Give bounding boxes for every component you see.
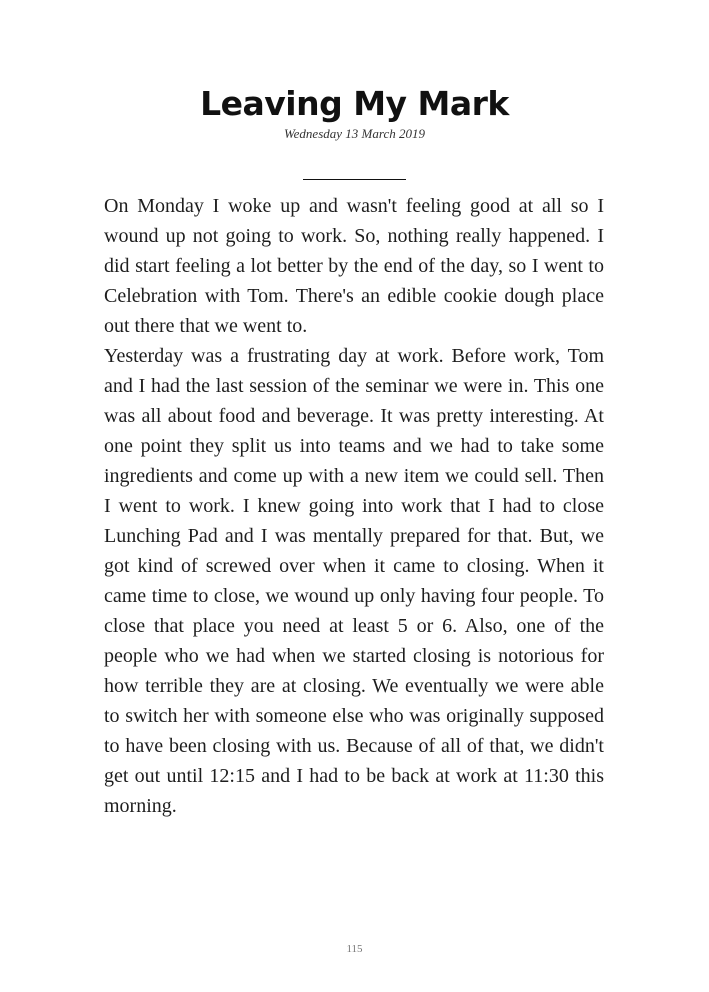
entry-date: Wednesday 13 March 2019 [284,126,425,141]
paragraph: Yesterday was a frustrating day at work. Before work, Tom and I had the last session of the seminar we were in. This one was all about food and beverage. It was pretty interesting. At one point they split us into teams and we had to take some ingredients and come up with a new item we could sell. Then I went to work. I knew going into work that I had to close Lunching Pad and I was mentally prepared for that. But, we got kind of screwed over when it came to closing. When it came time to close, we wound up only having four people. To close that place you need at least 5 or 6. Also, one of the people who we had when we started closing is notorious for how terrible they are at closing. We eventually we were able to switch her with someone else who was originally supposed to have been closing with us. Because of all of that, we didn't get out until 12:15 and I had to be back at work at 11:30 this morning. [104,345,604,817]
paragraph: On Monday I woke up and wasn't feeling good at all so I wound up not going to work. So, nothing really happened. I did start feeling a lot better by the end of the day, so I went to Celebration with Tom. There's an edible cookie dough place out there that we went to. [104,195,604,337]
entry-title: Leaving My Mark [200,84,509,123]
entry-body [104,191,604,821]
title-separator [303,179,406,180]
page-number: 115 [346,943,363,955]
